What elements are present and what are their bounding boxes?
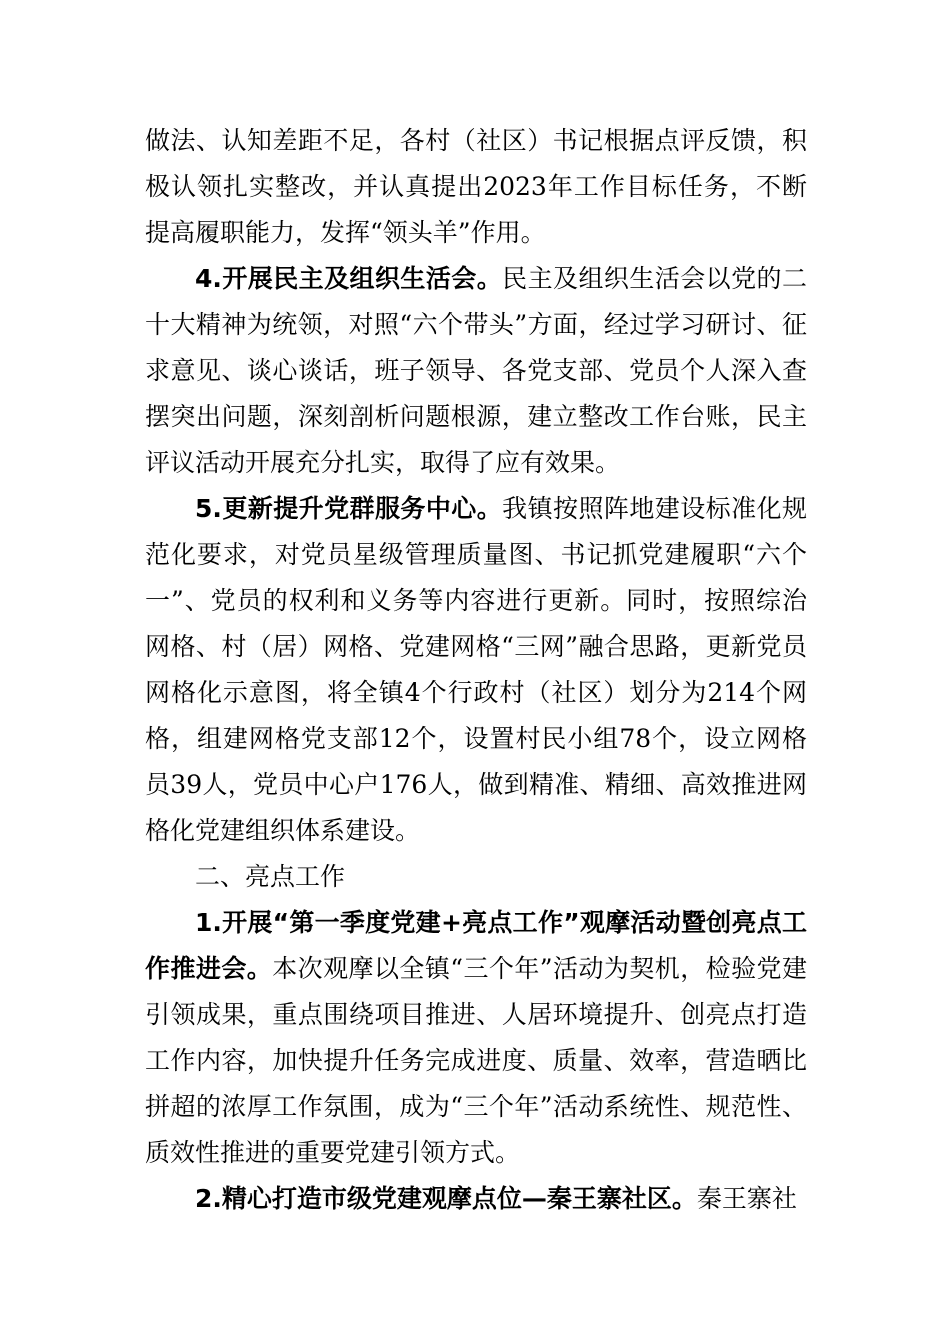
paragraph-item-5 (145, 486, 807, 854)
paragraph-continuation (145, 118, 807, 256)
paragraph-body: 本次观摩以全镇“三个年”活动为契机，检验党建引领成果，重点围绕项目推进、人居环境提升、创亮点打造工作内容，加快提升任务完成进度、质量、效率，营造晒比拼超的浓厚工作氛围，成为“三个年”活动系统性、规范性、质效性推进的重要党建引领方式。 (145, 954, 807, 1167)
section-title: 二、亮点工作 (195, 862, 346, 891)
paragraph-body: 做法、认知差距不足，各村（社区）书记根据点评反馈，积极认领扎实整改，并认真提出2023年工作目标任务，不断提高履职能力，发挥“领头羊”作用。 (145, 126, 807, 247)
paragraph-heading: 5.更新提升党群服务中心。 (195, 494, 503, 523)
paragraph-highlight-2 (145, 1176, 807, 1222)
paragraph-body: 我镇按照阵地建设标准化规范化要求，对党员星级管理质量图、书记抓党建履职“六个一”、党员的权利和义务等内容进行更新。同时，按照综治网格、村（居）网格、党建网格“三网”融合思路，更新党员网格化示意图，将全镇4个行政村（社区）划分为214个网格，组建网格党支部12个，设置村民小组78个，设立网格员39人，党员中心户176人，做到精准、精细、高效推进网格化党建组织体系建设。 (145, 494, 807, 845)
paragraph-heading: 2.精心打造市级党建观摩点位—秦王寨社区。 (195, 1184, 697, 1213)
paragraph-heading: 4.开展民主及组织生活会。 (195, 264, 503, 293)
paragraph-body: 民主及组织生活会以党的二十大精神为统领，对照“六个带头”方面，经过学习研讨、征求意见、谈心谈话，班子领导、各党支部、党员个人深入查摆突出问题，深刻剖析问题根源，建立整改工作台账，民主评议活动开展充分扎实，取得了应有效果。 (145, 264, 807, 477)
paragraph-item-4 (145, 256, 807, 486)
paragraph-body: 秦王寨社 (696, 1184, 797, 1213)
section-heading (145, 854, 807, 900)
paragraph-highlight-1 (145, 900, 807, 1176)
document-body (145, 118, 807, 1222)
paragraph-heading: 1.开展“第一季度党建+亮点工作”观摩活动暨创亮点工作推进会。 (145, 908, 807, 983)
